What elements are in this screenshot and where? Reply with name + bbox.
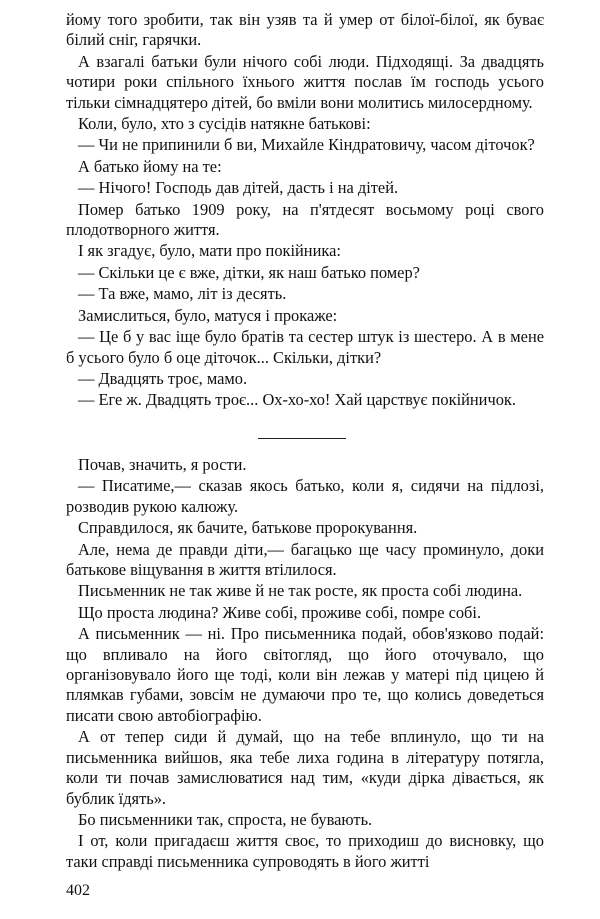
text-section-2 xyxy=(66,455,544,872)
paragraph: Але, нема де правди діти,— багацько ще часу проминуло, доки батькове віщування в життя втілилося. xyxy=(66,539,544,580)
dialogue-line: — Писатиме,— сказав якось батько, коли я, сидячи на підлозі, розводив рукою калюжу. xyxy=(66,476,544,516)
dialogue-line: — Це б у вас іще було братів та сестер штук із шестеро. А в мене б усього було б оце діточок... Скільки, дітки? xyxy=(66,327,544,367)
paragraph: Помер батько 1909 року, на п'ятдесят восьмому році свого плодотворного життя. xyxy=(66,199,544,240)
dialogue-line: — Та вже, мамо, літ із десять. xyxy=(78,284,287,304)
dialogue-line: — Двадцять троє, мамо. xyxy=(78,368,248,388)
paragraph: йому того зробити, так він узяв та й умер от білої-білої, як буває білий сніг, гарячки. xyxy=(66,10,544,50)
dialogue-line: — Чи не припинили б ви, Михайле Кіндратовичу, часом діточок? xyxy=(78,135,535,155)
paragraph: Коли, було, хто з сусідів натякне батькові: xyxy=(78,114,371,134)
page-number: 402 xyxy=(66,882,90,899)
paragraph: А письменник — ні. Про письменника подай, обов'язково подай: що впливало на його світогляд, що його оточувало, що організовувало його ще тоді, коли він лежав у матері під цицею й плямкав губами, зовсім не думаючи про те, що колись доведеться писати свою автобіографію. xyxy=(66,624,544,725)
paragraph: Справдилося, як бачите, батькове пророкування. xyxy=(78,518,418,538)
paragraph: А батько йому на те: xyxy=(78,156,222,176)
dialogue-line: — Нічого! Господь дав дітей, дасть і на дітей. xyxy=(78,178,399,198)
dialogue-line: — Скільки це є вже, дітки, як наш батько помер? xyxy=(78,262,420,282)
paragraph: А от тепер сиди й думай, що на тебе вплинуло, що ти на письменника вийшов, яка тебе лиха година в літературу потягла, коли ти почав замислюватися над тим, «куди дірка дівається, як бублик їдять». xyxy=(66,727,544,808)
dialogue-line: — Еге ж. Двадцять троє... Ох-хо-хо! Хай царствує покійничок. xyxy=(78,390,516,410)
paragraph: Що проста людина? Живе собі, проживе собі, помре собі. xyxy=(78,602,482,622)
paragraph: І от, коли пригадаєш життя своє, то приходиш до висновку, що таки справді письменника супроводять в його житті xyxy=(66,831,544,871)
section-divider xyxy=(258,438,346,439)
text-section-1 xyxy=(66,10,544,411)
paragraph: Замислиться, було, матуся і прокаже: xyxy=(78,305,338,325)
paragraph: І як згадує, було, мати про покійника: xyxy=(78,241,341,261)
paragraph: Бо письменники так, спроста, не бувають. xyxy=(78,809,373,829)
paragraph: Почав, значить, я рости. xyxy=(78,455,247,474)
paragraph: А взагалі батьки були нічого собі люди. Підходящі. За двадцять чотири роки спільного їхнього життя послав їм господь усього тільки сімнадцятеро дітей, бо вміли вони молитись милосердному. xyxy=(66,51,544,112)
paragraph: Письменник не так живе й не так росте, як проста собі людина. xyxy=(78,581,523,601)
